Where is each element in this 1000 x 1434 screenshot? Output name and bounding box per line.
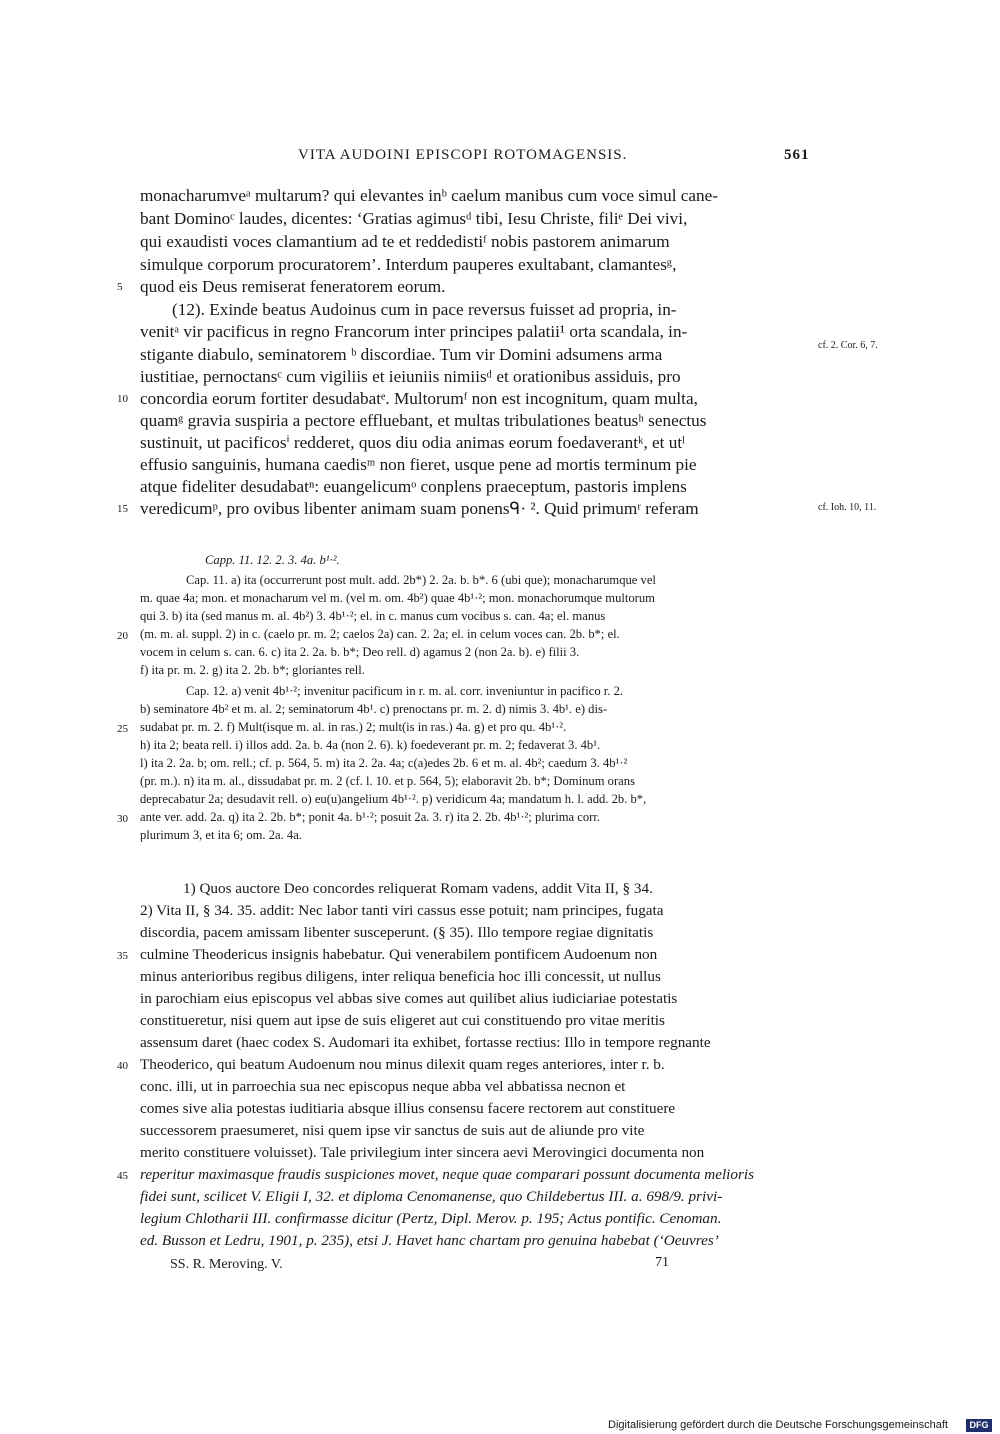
annotation-line: ed. Busson et Ledru, 1901, p. 235), etsi J. Havet hanc chartam pro genuina habebat (‘Oeuvres’ [140,1232,719,1249]
annotation-line: culmine Theodericus insignis habebatur. Qui venerabilem pontificem Audoenum non [140,946,658,963]
main-line: atque fideliter desudabatⁿ: euangelicumᵒ conplens praeceptum, pastoris implens [140,477,687,496]
main-line: concordia eorum fortiter desudabatᵉ. Multorumᶠ non est incognitum, quam multa, [140,389,698,408]
main-line: effusio sanguinis, humana caedisᵐ non fieret, usque pene ad mortis terminum pie [140,455,697,474]
main-line: venitᵃ vir pacificus in regno Francorum inter principes palatii¹ orta scandala, in- [140,322,688,341]
apparatus-line: qui 3. b) ita (sed manus m. al. 4b²) 3. 4b¹·²; el. in c. manus cum vocibus s. can. 4a; el. manus [140,609,606,623]
apparatus-line: m. quae 4a; mon. et monacharum vel m. (vel m. om. 4b²) quae 4b¹·²; mon. monachorumque multorum [140,591,655,605]
apparatus-line: (pr. m.). n) ita m. al., dissudabat pr. m. 2 (cf. l. 10. et p. 564, 5); elaboravit 2b. b*; Dominum orans [140,774,635,788]
margin-note: cf. 2. Cor. 6, 7. [818,340,878,351]
main-line: monacharumveᵃ multarum? qui elevantes inᵇ caelum manibus cum voce simul cane- [140,186,718,205]
main-line: veredicumᵖ, pro ovibus libenter animam suam ponensᑫ· ². Quid primumʳ referam [140,499,699,518]
apparatus-line: Cap. 12. a) venit 4b¹·²; invenitur pacificum in r. m. al. corr. inveniuntur in pacifico r. 2. [186,684,624,698]
dfg-logo: DFG [966,1419,992,1432]
annotation-line: in parochiam eius episcopus vel abbas sive comes aut quilibet alius iudiciariae potestatis [140,990,678,1007]
line-number: 10 [117,393,128,405]
apparatus-line: deprecabatur 2a; desudavit rell. o) eu(u)angelium 4b¹·². p) veridicum 4a; mandatum h. l. add. 2b. b*, [140,792,647,806]
digitization-note: Digitalisierung gefördert durch die Deutsche Forschungsgemeinschaft [608,1419,948,1431]
annotation-line: constitueretur, nisi quem aut ipse de suis eligeret aut cui constituendo pro vitae meritis [140,1012,665,1029]
apparatus-line: ante ver. add. 2a. q) ita 2. 2b. b*; ponit 4a. b¹·²; posuit 2a. 3. r) ita 2. 2b. 4b¹·²; plurima corr. [140,810,600,824]
page-number: 561 [784,147,810,163]
apparatus-line: plurimum 3, et ita 6; om. 2a. 4a. [140,828,302,842]
line-number: 30 [117,813,128,825]
annotation-line: 1) Quos auctore Deo concordes reliquerat Romam vadens, addit Vita II, § 34. [183,880,653,897]
main-line: qui exaudisti voces clamantium ad te et reddedistiᶠ nobis pastorem animarum [140,232,670,251]
main-line: (12). Exinde beatus Audoinus cum in pace reversus fuisset ad propria, in- [172,300,677,319]
annotation-line: legium Chlotharii III. confirmasse dicitur (Pertz, Dipl. Merov. p. 195; Actus pontific. Cenoman. [140,1210,722,1227]
main-line: sustinuit, ut pacificosⁱ redderet, quos diu odia animas eorum foedaverantᵏ, et utˡ [140,433,685,452]
line-number: 40 [117,1060,128,1072]
main-line: stigante diabulo, seminatorem ᵇ discordiae. Tum vir Domini adsumens arma [140,345,663,364]
apparatus-line: sudabat pr. m. 2. f) Mult(isque m. al. in ras.) 2; mult(is in ras.) 4a. g) et pro qu. 4b¹·². [140,720,567,734]
annotation-line: successorem praesumeret, nisi quem ipse vir sanctus de suis aut de aliunde pro vite [140,1122,645,1139]
apparatus-line: vocem in celum s. can. 6. c) ita 2. 2a. b. b*; Deo rell. d) agamus 2 (non 2a. b). e) filii 3. [140,645,580,659]
annotation-line: merito constituere voluisset). Tale privilegium inter sincera aevi Merovingici documenta non [140,1144,705,1161]
annotation-line: fidei sunt, scilicet V. Eligii I, 32. et diploma Cenomanense, quo Childebertus III. a. 698/9. privi- [140,1188,723,1205]
running-title: VITA AUDOINI EPISCOPI ROTOMAGENSIS. [298,147,628,163]
annotation-line: assensum daret (haec codex S. Audomari ita exhibet, fortasse rectius: Illo in tempore regnante [140,1034,711,1051]
line-number: 20 [117,630,128,642]
main-line: quamᵍ gravia suspiria a pectore effluebant, et multas tribulationes beatusʰ senectus [140,411,707,430]
line-number: 35 [117,950,128,962]
apparatus-line: l) ita 2. 2a. b; om. rell.; cf. p. 564, 5. m) ita 2. 2a. 4a; c(a)edes 2b. 6 et m. al. 4b²; caedum 3. 4b¹·² [140,756,628,770]
apparatus-line: (m. m. al. suppl. 2) in c. (caelo pr. m. 2; caelos 2a) can. 2. 2a; el. in celum voces can. 2b. b*; el. [140,627,620,641]
apparatus-line: Cap. 11. a) ita (occurrerunt post mult. add. 2b*) 2. 2a. b. b*. 6 (ubi que); monacharumque vel [186,573,656,587]
line-number: 5 [117,281,123,293]
main-line: bant Dominoᶜ laudes, dicentes: ‘Gratias agimusᵈ tibi, Iesu Christe, filiᵉ Dei vivi, [140,209,688,228]
annotation-line: reperitur maximasque fraudis suspiciones movet, neque quae comparari possunt documenta melioris [140,1166,755,1183]
apparatus-line: b) seminatore 4b² et m. al. 2; seminatorum 4b¹. c) prenoctans pr. m. 2. d) nimis 3. 4b¹. e) dis- [140,702,608,716]
signature-mark: SS. R. Meroving. V. [170,1257,283,1272]
margin-note: cf. Ioh. 10, 11. [818,502,877,513]
apparatus-line: Capp. 11. 12. 2. 3. 4a. b¹·². [205,553,340,567]
main-line: simulque corporum procuratorem’. Interdum pauperes exultabant, clamantesᵍ, [140,255,677,274]
annotation-line: minus anterioribus regibus diligens, inter reliqua beneficia hoc illi concessit, ut nullus [140,968,661,985]
annotation-line: comes sive alia potestas iuditiaria absque illius consensu facere rectorem aut constituere [140,1100,676,1117]
annotation-line: conc. illi, ut in parroechia sua nec episcopus neque abba vel abbatissa necnon et [140,1078,626,1095]
annotation-line: discordia, pacem amissam libenter susceperunt. (§ 35). Illo tempore regiae dignitatis [140,924,654,941]
annotation-line: Theoderico, qui beatum Audoenum nou minus dilexit quam reges anteriores, inter r. b. [140,1056,665,1073]
main-line: quod eis Deus remiserat feneratorem eorum. [140,277,446,296]
annotation-line: 2) Vita II, § 34. 35. addit: Nec labor tanti viri cassus esse potuit; nam principes, fugata [140,902,664,919]
line-number: 15 [117,503,128,515]
sheet-number: 71 [655,1255,669,1270]
line-number: 25 [117,723,128,735]
apparatus-line: f) ita pr. m. 2. g) ita 2. 2b. b*; gloriantes rell. [140,663,365,677]
line-number: 45 [117,1170,128,1182]
main-line: iustitiae, pernoctansᶜ cum vigiliis et ieiuniis nimiisᵈ et orationibus assiduis, pro [140,367,681,386]
apparatus-line: h) ita 2; beata rell. i) illos add. 2a. b. 4a (non 2. 6). k) foedeverant pr. m. 2; fedaverat 3. 4b¹. [140,738,601,752]
